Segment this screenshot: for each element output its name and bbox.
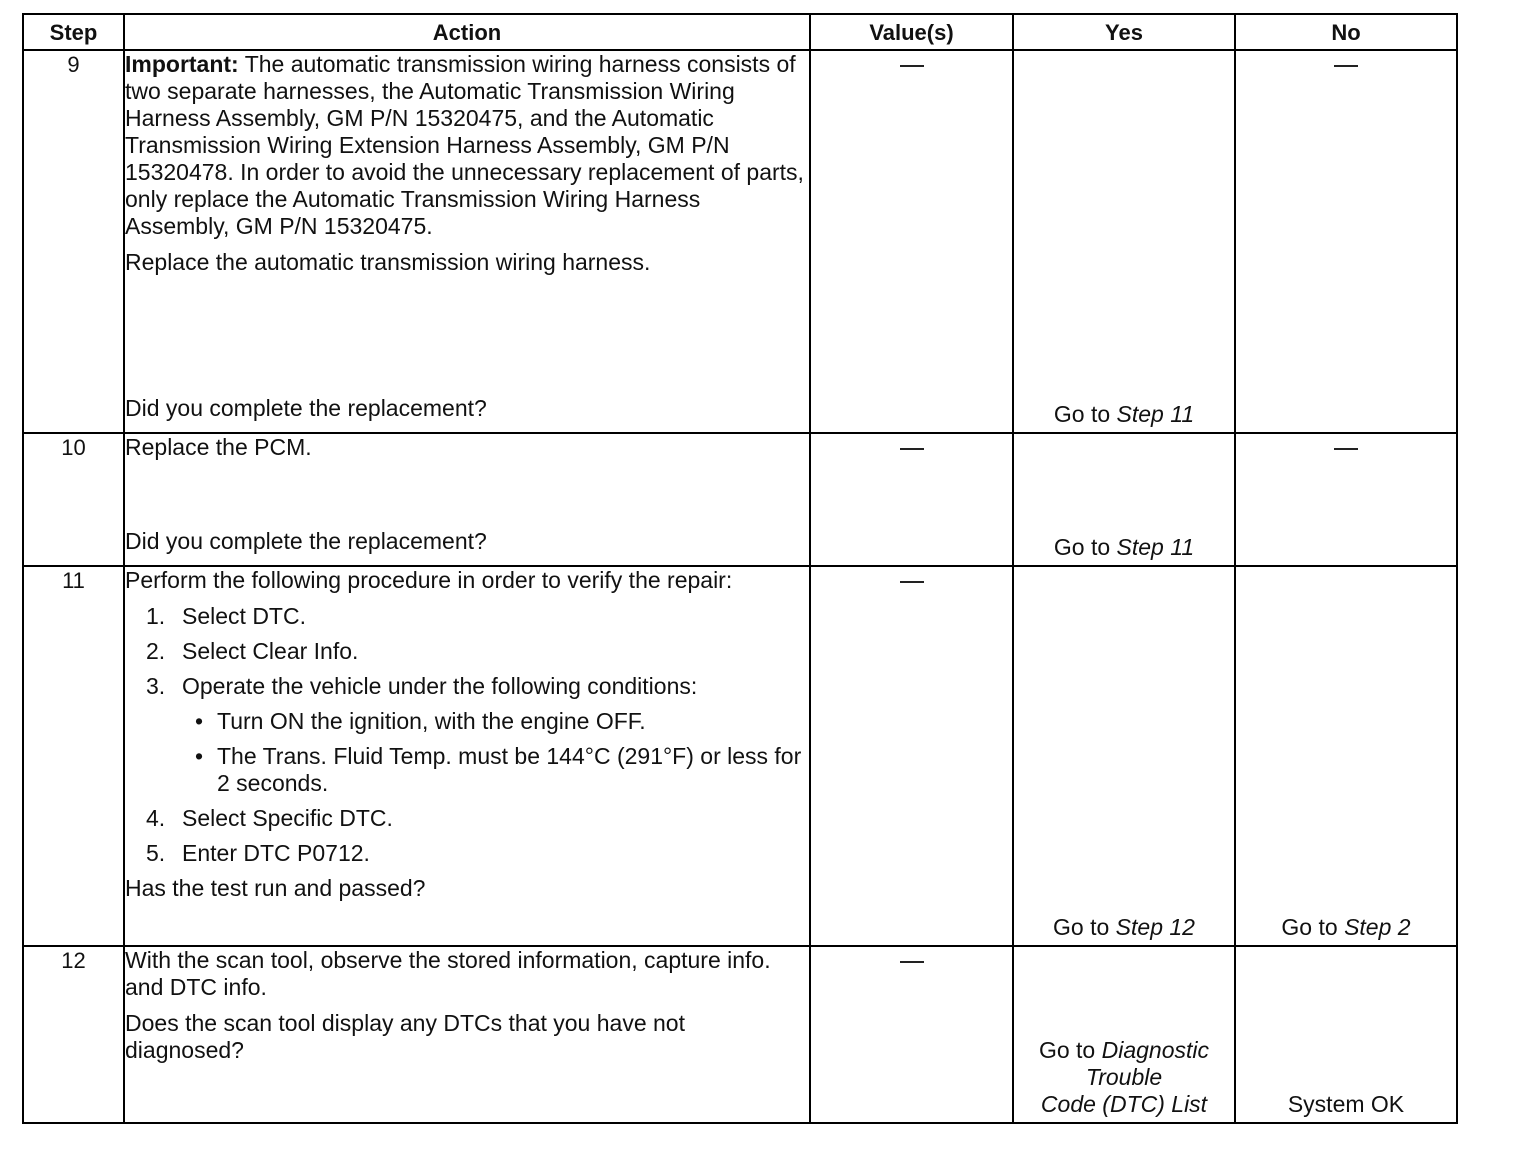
important-text: The automatic transmission wiring harness consists of two separate harnesses, the Automatic Transmission Wiring Harness Assembly, GM P/N 15320475, and the Automatic Transmission Wiring Extension Harness Assembly, GM P/N 15320478. In order to avoid the unnecessary replacement of parts, only replace the Automatic Transmission Wiring Harness Assembly, GM P/N 15320475. xyxy=(125,51,804,239)
yes-prefix: Go to xyxy=(1053,401,1117,427)
step-number: 12 xyxy=(23,946,124,1123)
header-no: No xyxy=(1235,14,1457,50)
yes-cell xyxy=(1013,946,1235,1123)
action-cell xyxy=(124,566,810,946)
header-yes: Yes xyxy=(1013,14,1235,50)
header-step: Step xyxy=(23,14,124,50)
header-values: Value(s) xyxy=(810,14,1013,50)
condition-item: • Turn ON the ignition, with the engine OFF. xyxy=(195,708,646,734)
dtc-list-link[interactable]: Code (DTC) List xyxy=(1040,1091,1208,1117)
action-cell xyxy=(124,50,810,433)
table-row-step-9 xyxy=(23,50,1457,433)
value-cell xyxy=(810,433,1013,566)
step-number: 11 xyxy=(23,566,124,946)
bullet-icon: • xyxy=(195,708,204,734)
important-label: Important: xyxy=(125,51,239,77)
step-link[interactable]: Step 2 xyxy=(1344,914,1411,940)
instruction-text: Replace the PCM. xyxy=(125,434,312,460)
header-row xyxy=(23,14,1457,50)
question-text: Has the test run and passed? xyxy=(125,875,426,901)
yes-cell xyxy=(1013,433,1235,566)
yes-cell xyxy=(1013,50,1235,433)
step-link[interactable]: Step 12 xyxy=(1115,914,1195,940)
yes-action[interactable] xyxy=(1014,1037,1234,1118)
yes-prefix: Go to xyxy=(1053,914,1116,940)
value-dash xyxy=(900,448,924,450)
value-cell xyxy=(810,946,1013,1123)
yes-action[interactable] xyxy=(1014,401,1234,428)
step-link[interactable]: Step 11 xyxy=(1116,401,1195,427)
table-row-step-10 xyxy=(23,433,1457,566)
list-item: 5. Enter DTC P0712. xyxy=(146,840,370,866)
question-text: Did you complete the replacement? xyxy=(125,528,487,554)
no-cell xyxy=(1235,946,1457,1123)
yes-cell xyxy=(1013,566,1235,946)
step-link[interactable]: Step 11 xyxy=(1116,534,1195,560)
dtc-list-link[interactable]: Trouble xyxy=(1085,1064,1163,1090)
action-cell xyxy=(124,433,810,566)
value-dash xyxy=(900,65,924,67)
header-action: Action xyxy=(124,14,810,50)
list-item: 4. Select Specific DTC. xyxy=(146,805,393,831)
yes-prefix: Go to xyxy=(1038,1037,1102,1063)
step-number: 10 xyxy=(23,433,124,566)
instruction-text: Replace the automatic transmission wiring harness. xyxy=(125,249,651,275)
yes-action[interactable] xyxy=(1014,914,1234,941)
list-item: 3. Operate the vehicle under the following conditions: • Turn ON the ignition, with the engine OFF. • The Trans. Fluid Temp. must be 144°C (291°F) or less for 2 seconds. xyxy=(125,673,809,797)
intro-text: Perform the following procedure in order to verify the repair: xyxy=(125,567,733,593)
no-dash xyxy=(1334,448,1358,450)
value-dash xyxy=(900,581,924,583)
value-cell xyxy=(810,566,1013,946)
table-row-step-11 xyxy=(23,566,1457,946)
value-dash xyxy=(900,961,924,963)
condition-item: • The Trans. Fluid Temp. must be 144°C (291°F) or less for 2 seconds. xyxy=(195,743,802,796)
no-action[interactable] xyxy=(1236,914,1456,941)
list-item: 1. Select DTC. xyxy=(146,603,306,629)
step-number: 9 xyxy=(23,50,124,433)
no-cell xyxy=(1235,566,1457,946)
question-text: Does the scan tool display any DTCs that you have not diagnosed? xyxy=(125,1010,685,1063)
question-text: Did you complete the replacement? xyxy=(125,395,487,421)
condition-list xyxy=(182,708,809,797)
no-dash xyxy=(1334,65,1358,67)
no-cell xyxy=(1235,50,1457,433)
no-prefix: Go to xyxy=(1281,914,1345,940)
table-row-step-12 xyxy=(23,946,1457,1123)
yes-action[interactable] xyxy=(1014,534,1234,561)
no-result: System OK xyxy=(1287,1091,1405,1117)
important-note xyxy=(125,51,809,240)
bullet-icon: • xyxy=(195,743,204,769)
action-cell xyxy=(124,946,810,1123)
dtc-list-link[interactable]: Diagnostic xyxy=(1101,1037,1210,1063)
yes-prefix: Go to xyxy=(1053,534,1117,560)
instruction-text: With the scan tool, observe the stored information, capture info. and DTC info. xyxy=(125,947,771,1000)
no-cell xyxy=(1235,433,1457,566)
diagnostic-table xyxy=(22,13,1458,1124)
list-item: 2. Select Clear Info. xyxy=(146,638,359,664)
procedure-list xyxy=(125,603,809,867)
value-cell xyxy=(810,50,1013,433)
